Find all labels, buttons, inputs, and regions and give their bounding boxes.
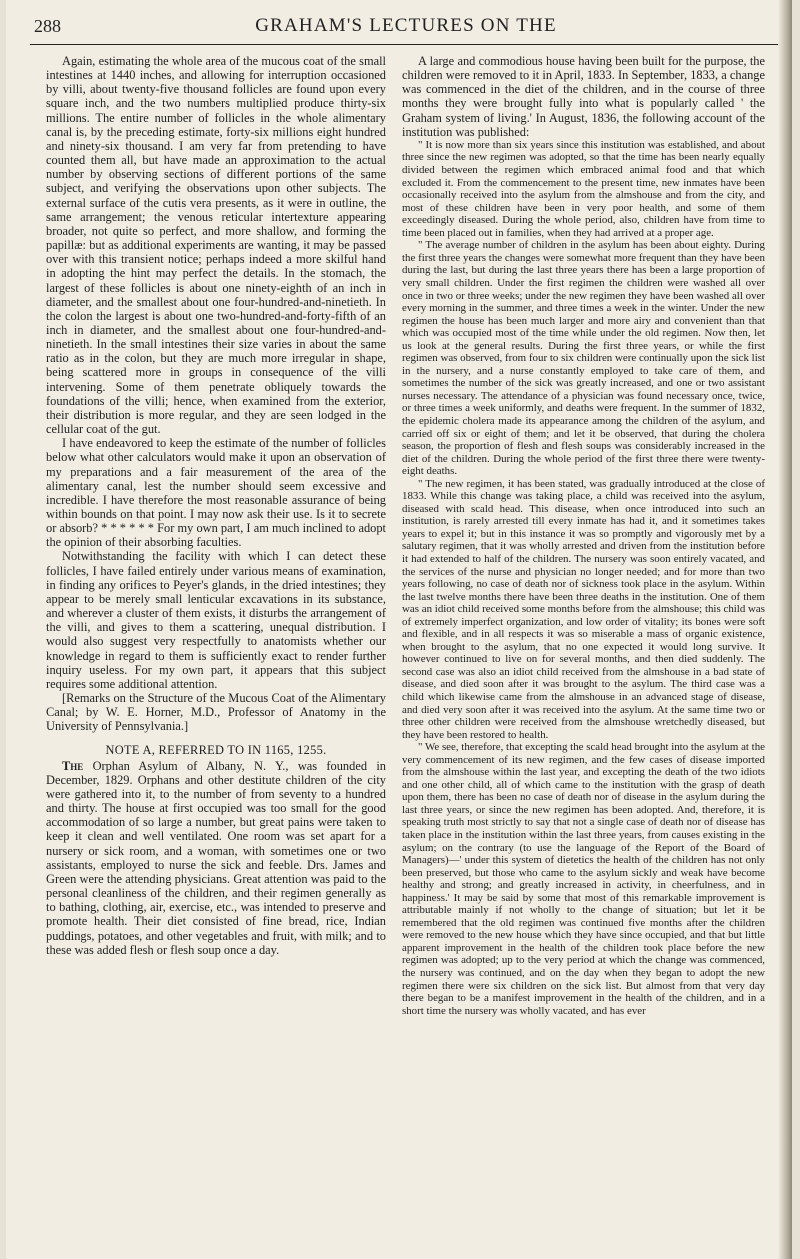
- left-paragraph-3: Notwithstanding the facility with which I can detect these follicles, I have failed entirely under various means of examination, in finding any orifices to Peyer's glands, in the dried intestines; they appear to be merely small lenticular excavations in its substance, and wherever a cluster of them exists, it disturbs the arrangement of the villi, and gives to them a scattering, unequal distribution. I would also suggest very respectfully to anatomists whether our knowledge in regard to them is sufficiently exact to render further inquiry useless. For my own part, it appears that this subject requires some additional attention.: [46, 549, 386, 691]
- left-paragraph-2: I have endeavored to keep the estimate of the number of follicles below what other calculators would make it upon an observation of my preparations and a fair measurement of the area of the alimentary canal, lest the number should seem excessive and incredible. I have therefore the most reasonable assurance of being within bounds on that point. I may now ask their use. Is it to secrete or absorb? * * * * * * For my own part, I am much inclined to adopt the opinion of their absorbing faculties.: [46, 436, 386, 550]
- left-paragraph-1: Again, estimating the whole area of the mucous coat of the small intestines at 1440 inches, and allowing for interruption occasioned by villi, about twenty-five thousand follicles are found upon every square inch, and the two numbers multiplied produce thirty-six millions. The entire number of follicles in the whole alimentary canal is, by the preceding estimate, forty-six millions eight hundred and ninety-six thousand. I am very far from pretending to have counted them all, but have made an approximation to the actual number by observing sections of different portions of the same subject, and verifying the observations upon other subjects. The external surface of the cutis vera presents, as it were in outline, the same arrangement; the venous reticular intertexture appearing broader, not quite so perfect, and more shallow, and forming the papillæ: but as additional experiments are wanting, it may be passed over with this transient notice; perhaps indeed a more skilful hand in adopting the hint may perfect the details. In the stomach, the largest of these follicles is about one ninety-eighth of an inch in diameter, and the smallest about one four-hundred-and-ninetieth. In the colon the largest is about one two-hundred-and-forty-fifth of an inch in diameter, and the smallest about one four-hundred-and-ninetieth. In the small intestines their size varies in about the same ratio as in the colon, but they are much more irregular in shape, being scattered more in groups in consequence of the villi intervening. Some of them penetrate obliquely towards the foundations of the villi; hence, when examined from the exterior, their distribution is more regular, and they are seen lodged in the cellular coat of the gut.: [46, 54, 386, 437]
- left-column: [46, 54, 386, 1074]
- page-gutter-shadow: [778, 0, 792, 1259]
- note-a-title: NOTE A, REFERRED TO IN 1165, 1255.: [105, 742, 327, 757]
- quote-3: " The new regimen, it has been stated, was gradually introduced at the close of 1833. While this change was taking place, a child was received into the asylum, diseased with scald head. This disease, when once introduced into such an institution, is rarely arrested till every inmate has had it, and it sometimes takes years to expel it; but in this instance it was so promptly and vigorously met by a salutary regimen, that it was wholly arrested and driven from the institution before it had extended to half of the children. The nursery was soon entirely vacated, and the services of the nurse and physician no longer needed; and for more than two years following, no case of death nor of sickness took place in the asylum. Within the last twelve months there have been three deaths in the institution. One of them was an idiot child received some months before from the almshouse; this child was of extremely imperfect organization, and low order of vitality; its bones were soft and flexible, and in all respects it was so miserable a mass of organic existence, when brought to the asylum, that no one expected it would long survive. It however continued to live on for several months, and then died suddenly. The second case was also an idiot child received from the almshouse in a bad state of disease, and died soon after it was brought to the asylum. The third case was a child which likewise came from the almshouse in an advanced stage of disease, and died very soon after it was received into the asylum. At the same time two or three other children were received from the almshouse wretchedly diseased, but they have been restored to health.: [402, 477, 765, 741]
- page-number: 288: [34, 16, 61, 36]
- book-page: [6, 0, 792, 1259]
- right-column: [402, 54, 765, 1254]
- note-a-text: Orphan Asylum of Albany, N. Y., was founded in December, 1829. Orphans and other destitute children of the city were gathered into it, to the number of from seventy to a hundred and thirty. The house at first occupied was too small for the good accommodation of so large a number, but great pains were taken to keep it clean and well ventilated. One room was set apart for a nursery or sick room, and a woman, with sometimes one or two assistants, employed to nurse the sick and feeble. Drs. James and Green were the attending physicians. Great attention was paid to the personal cleanliness of the children, and their regimen generally as to bathing, clothing, air, exercise, etc., was intended to preserve and promote health. Their diet consisted of fine bread, rice, Indian puddings, potatoes, and other vegetables and fruit, with milk; and to these was added flesh or flesh soup once a day.: [46, 758, 386, 957]
- quote-4: " We see, therefore, that excepting the scald head brought into the asylum at the very commencement of its new regimen, and the few cases of disease imported from the almshouse within the last year, and excepting the death of the two idiots and one other child, all of which came to the institution with the grasp of death upon them, there has been no case of death nor of disease in the asylum during the last three years, or since the new regimen has been adopted. And, therefore, it is speaking truth most strictly to say that not a single case of death nor of disease has taken place in the institution within the last three years, from causes existing in the asylum; on the contrary (to use the language of the Report of the Board of Managers)—' under this system of dietetics the health of the children has not only been preserved, but those who came to the asylum sickly and weak have become healthy and strong; and greatly increased in activity, in cheerfulness, and in happiness.' It may be said by some that most of this remarkable improvement is attributable mainly if not wholly to the change of situation; but let it be remembered that the old regimen was continued five months after the children were removed to the new house which they have since occupied, and that but little apparent improvement in the health of the children took place before the new regimen was adopted; up to the very period at which the change was commenced, the nursery was continued, and on the day when they began to adopt the new regimen there were six children on the sick list. But almost from that very day there began to be a manifest improvement in the health of the children, and in a short time the nursery was wholly vacated, and has ever: [402, 741, 765, 1017]
- running-title: GRAHAM'S LECTURES ON THE: [255, 15, 557, 36]
- quote-1: " It is now more than six years since this institution was established, and about three since the new regimen was adopted, so that the time has been nearly equally divided between the regimen which embraced animal food and that which excluded it. From the commencement to the present time, new inmates have been occasionally received into the asylum from the almshouse and from the city, and most of these children have been in very poor health, and some of them exceedingly diseased. During the whole period, also, children have from time to time been placed out in families, when they had arrived at a proper age.: [402, 138, 765, 239]
- note-a-lead: The: [62, 758, 84, 773]
- quote-2: " The average number of children in the asylum has been about eighty. During the first three years the changes were somewhat more frequent than they have been during the last, but during the last three years there has been a large proportion of very small children. Under the first regimen the children were washed all over once in two or three weeks; under the new regimen they have been washed all over every morning in the summer, and three times a week in the winter. Under the new regimen the house has been much larger and more airy and convenient than that which was occupied most of the time while under the old regimen. Now then, let us look at the general results. During the first three years, or while the first regimen was observed, from four to six children were continually upon the sick list in the nursery, and a nurse constantly employed to take care of them, and sometimes the number of the sick was greatly increased, and one or two assistant nurses necessary. The attendance of a physician was found necessary once, twice, or three times a week uniformly, and deaths were frequent. In the summer of 1832, the epidemic cholera made its appearance among the children of the asylum, and carried off six or eight of them; and let it be observed, that during the cholera season, the proportion of flesh and flesh soups was considerably increased in the diet of the children. During the whole period of the first three there were twenty-eight deaths.: [402, 239, 765, 478]
- citation: [Remarks on the Structure of the Mucous Coat of the Alimentary Canal; by W. E. Horner, M.D., Professor of Anatomy in the University of Pennsylvania.]: [46, 691, 386, 734]
- right-paragraph-1: A large and commodious house having been built for the purpose, the children were removed to it in April, 1833. In September, 1833, a change was commenced in the diet of the children, and in the course of three months they were brought fully into what is popularly called ' the Graham system of living.' In August, 1836, the following account of the institution was published:: [402, 54, 765, 139]
- page-header: [30, 14, 782, 45]
- note-a-body: [46, 759, 386, 957]
